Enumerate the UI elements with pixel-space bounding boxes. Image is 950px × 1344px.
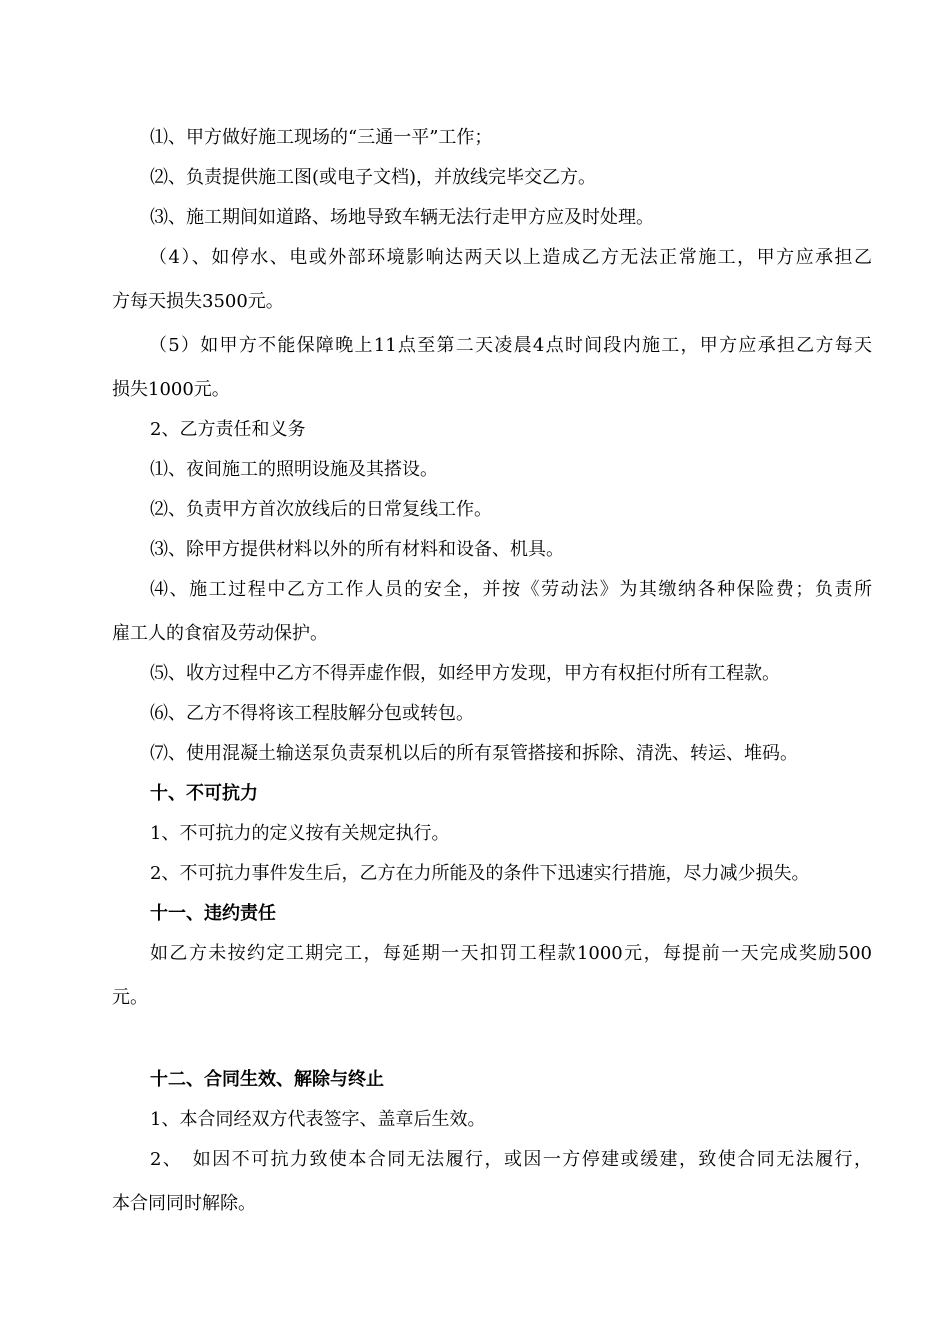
party-b-item-2: ⑵、负责甲方首次放线后的日常复线工作。 <box>150 499 492 520</box>
party-a-item-1: ⑴、甲方做好施工现场的“三通一平”工作； <box>150 127 493 148</box>
party-b-item-4-line-1: ⑷、施工过程中乙方工作人员的安全，并按《劳动法》为其缴纳各种保险费；负责所 <box>150 579 872 600</box>
section-heading-force-majeure: 十、不可抗力 <box>150 783 258 804</box>
party-a-item-5-line-2: 损失1000元。 <box>112 379 230 400</box>
party-b-item-7: ⑺、使用混凝土输送泵负责泵机以后的所有泵管搭接和拆除、清洗、转运、堆码。 <box>150 743 798 764</box>
party-a-item-2: ⑵、负责提供施工图(或电子文档)，并放线完毕交乙方。 <box>150 167 597 188</box>
section-heading-contract-effect: 十二、合同生效、解除与终止 <box>150 1069 384 1090</box>
party-b-item-6: ⑹、乙方不得将该工程肢解分包或转包。 <box>150 703 474 724</box>
section-heading-breach-liability: 十一、违约责任 <box>150 903 276 924</box>
force-majeure-item-1: 1、不可抗力的定义按有关规定执行。 <box>150 823 450 844</box>
party-b-heading: 2、乙方责任和义务 <box>150 419 306 440</box>
party-b-item-5: ⑸、收方过程中乙方不得弄虚作假，如经甲方发现，甲方有权拒付所有工程款。 <box>150 663 780 684</box>
party-a-item-4-line-1: （4）、如停水、电或外部环境影响达两天以上造成乙方无法正常施工，甲方应承担乙 <box>149 247 872 268</box>
contract-effect-item-2-line-2: 本合同同时解除。 <box>112 1193 256 1214</box>
party-a-item-5-line-1: （5）如甲方不能保障晚上11点至第二天凌晨4点时间段内施工，甲方应承担乙方每天 <box>149 335 872 356</box>
breach-liability-line-2: 元。 <box>112 987 148 1008</box>
party-a-item-4-line-2: 方每天损失3500元。 <box>112 291 284 312</box>
party-a-item-3: ⑶、施工期间如道路、场地导致车辆无法行走甲方应及时处理。 <box>150 207 654 228</box>
contract-effect-item-2-line-1: 2、 如因不可抗力致使本合同无法履行，或因一方停建或缓建，致使合同无法履行， <box>150 1149 872 1170</box>
contract-effect-item-1: 1、本合同经双方代表签字、盖章后生效。 <box>150 1109 486 1130</box>
party-b-item-4-line-2: 雇工人的食宿及劳动保护。 <box>112 623 328 644</box>
breach-liability-line-1: 如乙方未按约定工期完工，每延期一天扣罚工程款1000元，每提前一天完成奖励500 <box>150 943 872 964</box>
party-b-item-1: ⑴、夜间施工的照明设施及其搭设。 <box>150 459 438 480</box>
party-b-item-3: ⑶、除甲方提供材料以外的所有材料和设备、机具。 <box>150 539 564 560</box>
force-majeure-item-2: 2、不可抗力事件发生后，乙方在力所能及的条件下迅速实行措施，尽力减少损失。 <box>150 863 810 884</box>
